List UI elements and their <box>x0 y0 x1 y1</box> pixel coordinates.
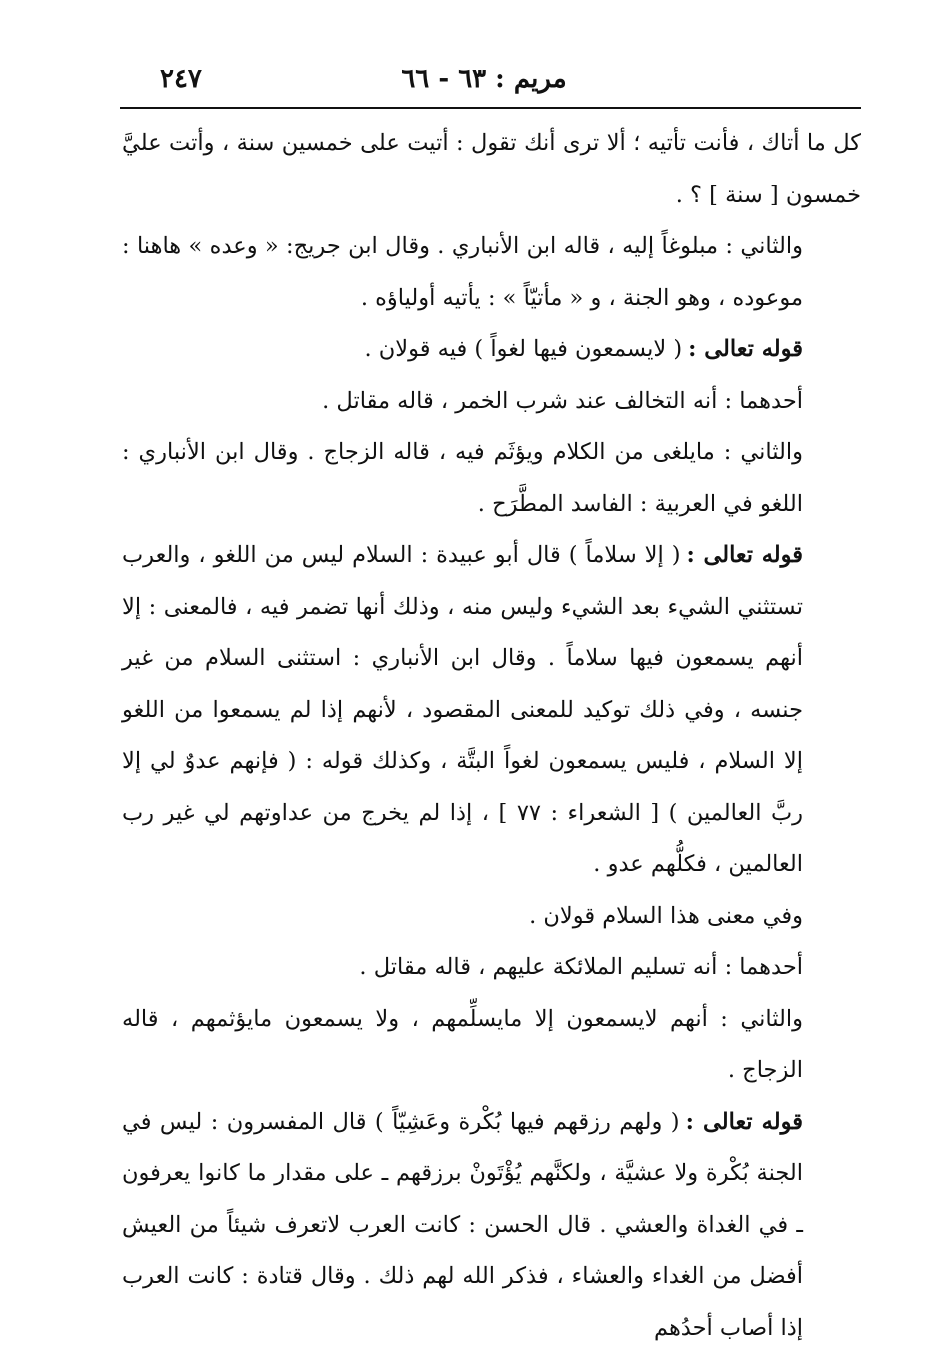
paragraph: والثاني : أنهم لايسمعون إلا مايسلِّمهم ، ولا يسمعون مايؤثمهم ، قاله الزجاج . <box>122 1005 803 1083</box>
paragraph: قوله تعالى :( ولهم رزقهم فيها بُكْرة وعَشِيّاً ) قال المفسرون : ليس في الجنة بُكْرة ولا عشيَّة ، ولكنَّهم يُؤْتَونْ برزقهم ـ على مقدار ما كانوا يعرفون ـ في الغداة والعشي . قال الحسن : كانت العرب لاتعرف شيئاً من العيش أفضل من الغداء والعشاء ، فذكر الله لهم ذلك . وقال قتادة : كانت العرب إذا أصاب أحدُهم <box>122 1108 803 1341</box>
paragraph: قوله تعالى :( لايسمعون فيها لغواً ) فيه قولان . <box>364 336 803 362</box>
verse-lead: قوله تعالى : <box>688 336 803 362</box>
paragraph: والثاني : مبلوغاً إليه ، قاله ابن الأنباري . وقال ابن جريج: « وعده » هاهنا : موعوده ، وهو الجنة ، و « مأتيّاً » : يأتيه أولياؤه . <box>122 233 803 311</box>
page-body <box>122 118 861 1354</box>
paragraph: وفي معنى هذا السلام قولان . <box>529 902 803 929</box>
header-rule <box>120 107 861 109</box>
paragraph: والثاني : مايلغى من الكلام ويؤثَم فيه ، قاله الزجاج . وقال ابن الأنباري : اللغو في العربية : الفاسد المطَّرَح . <box>122 439 803 517</box>
paragraph: أحدهما : أنه التخالف عند شرب الخمر ، قاله مقاتل . <box>322 387 803 414</box>
verse-lead: قوله تعالى : <box>685 1108 803 1135</box>
page-number: ٢٤٧ <box>160 64 202 94</box>
running-title: مريم : ٦٣ - ٦٦ <box>401 64 567 94</box>
paragraph: قوله تعالى :( إلا سلاماً ) قال أبو عبيدة : السلام ليس من اللغو ، والعرب تستثني الشيء بعد الشيء وليس منه ، وذلك أنها تضمر فيه ، فالمعنى : إلا أنهم يسمعون فيها سلاماً . وقال ابن الأنباري : استثنى السلام من غير جنسه ، وفي ذلك توكيد للمعنى المقصود ، لأنهم إذا لم يسمعوا من اللغو إلا السلام ، فليس يسمعون لغواً البتَّة ، وكذلك قوله : ( فإنهم عدوٌ لي إلا ربَّ العالمين ) [ الشعراء : ٧٧ ] ، إذا لم يخرج من عداوتهم لي غير رب العالمين ، فكلُّهم عدو . <box>122 542 803 877</box>
verse-lead: قوله تعالى : <box>686 542 803 568</box>
paragraph: كل ما أتاك ، فأنت تأتيه ؛ ألا ترى أنك تقول : أتيت على خمسين سنة ، وأتت عليَّ خمسون [ سنة ] ؟ . <box>122 130 861 208</box>
paragraph: أحدهما : أنه تسليم الملائكة عليهم ، قاله مقاتل . <box>359 954 803 980</box>
page-header <box>120 64 848 104</box>
